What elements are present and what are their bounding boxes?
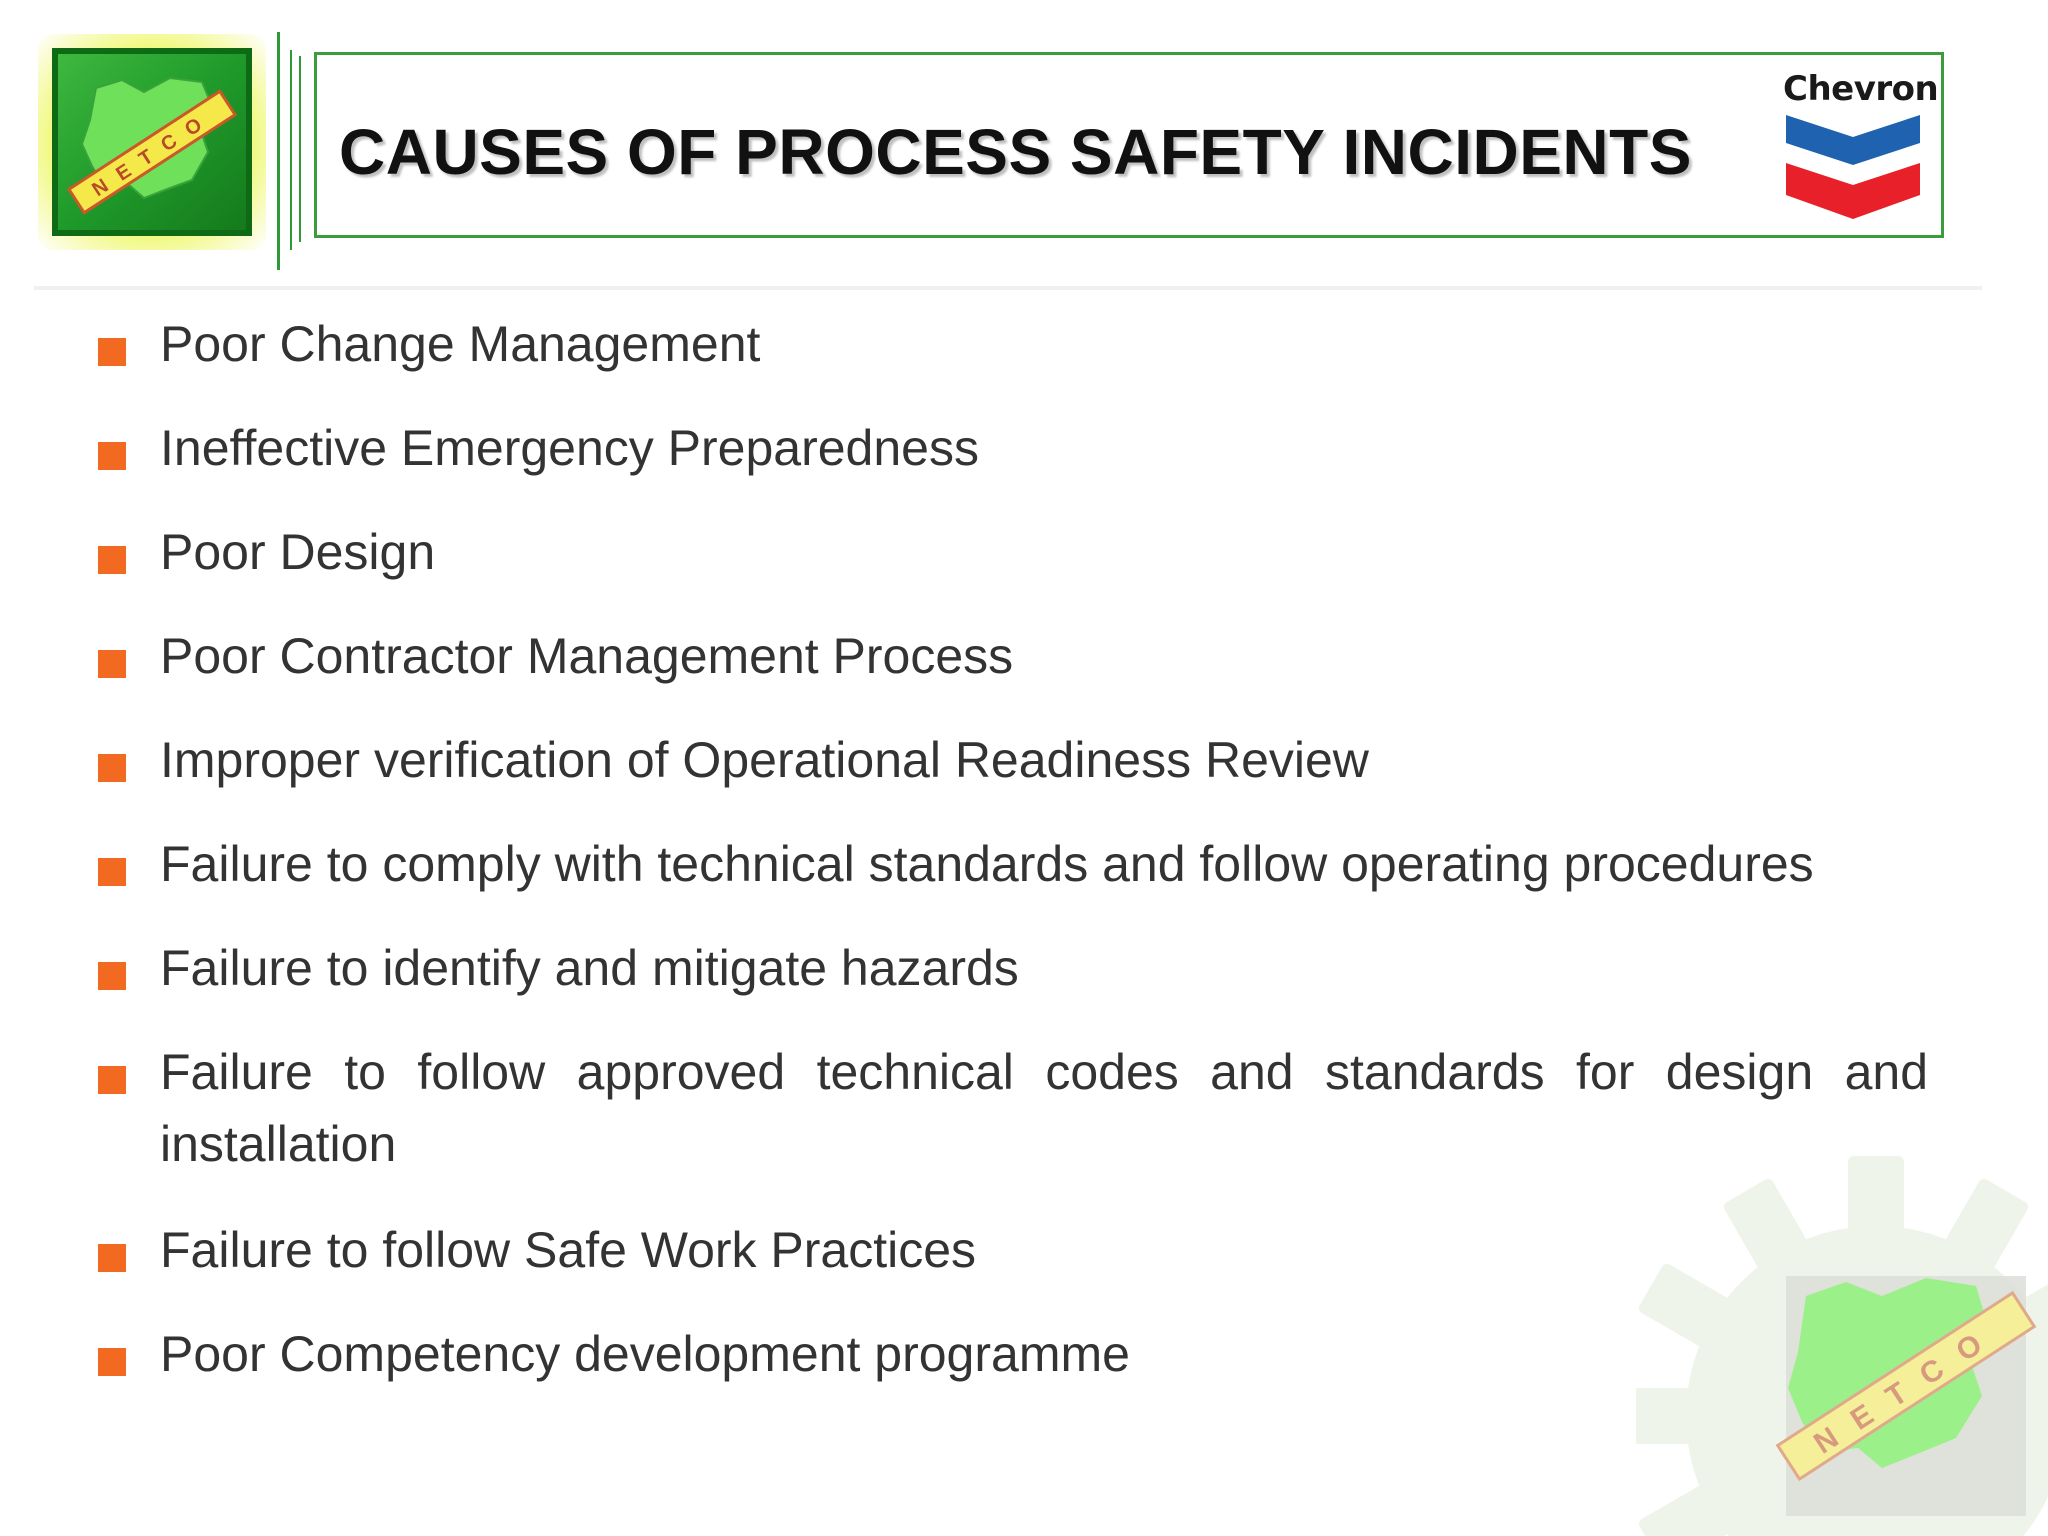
- bullet-marker: [98, 1244, 126, 1272]
- divider-line: [290, 50, 292, 250]
- netco-map-icon: [52, 48, 252, 236]
- list-item: [98, 828, 1928, 900]
- bullet-marker: [98, 442, 126, 470]
- bullet-marker: [98, 546, 126, 574]
- list-item: [98, 516, 1928, 588]
- list-item: [98, 724, 1928, 796]
- bullet-marker: [98, 1066, 126, 1094]
- chevron-wordmark: Chevron: [1783, 69, 1939, 109]
- divider-line: [299, 56, 301, 242]
- bullet-marker: [98, 650, 126, 678]
- chevron-logo: [1783, 69, 1939, 219]
- divider-line: [277, 32, 280, 270]
- list-item-text: Ineffective Emergency Preparedness: [160, 420, 979, 476]
- bullet-marker: [98, 338, 126, 366]
- list-item-text: Poor Contractor Management Process: [160, 628, 1014, 684]
- list-item-text: Failure to comply with technical standards and follow operating procedures: [160, 836, 1814, 892]
- list-item: [98, 620, 1928, 692]
- list-item-text: Poor Change Management: [160, 316, 761, 372]
- title-box: [314, 52, 1944, 238]
- netco-logo: [38, 34, 266, 250]
- list-item: [98, 412, 1928, 484]
- list-item-text: Failure to follow Safe Work Practices: [160, 1222, 977, 1278]
- watermark-logo-text: NETCO: [1808, 1315, 2007, 1461]
- list-item-text: Failure to follow approved technical codes and standards for design and installation: [160, 1044, 1928, 1172]
- bullet-marker: [98, 754, 126, 782]
- list-item: [98, 308, 1928, 380]
- header-rule: [34, 286, 1982, 290]
- list-item-text: Poor Design: [160, 524, 436, 580]
- netco-watermark-icon: [1636, 1156, 2048, 1536]
- bullet-marker: [98, 858, 126, 886]
- list-item-text: Improper verification of Operational Readiness Review: [160, 732, 1369, 788]
- chevron-hallmark-icon: [1786, 115, 1920, 219]
- list-item-text: Poor Competency development programme: [160, 1326, 1130, 1382]
- list-item: [98, 932, 1928, 1004]
- bullet-marker: [98, 1348, 126, 1376]
- list-item-text: Failure to identify and mitigate hazards: [160, 940, 1019, 996]
- netco-logo-text: NETCO: [88, 106, 218, 202]
- bullet-marker: [98, 962, 126, 990]
- slide-title: CAUSES OF PROCESS SAFETY INCIDENTS: [339, 116, 1692, 188]
